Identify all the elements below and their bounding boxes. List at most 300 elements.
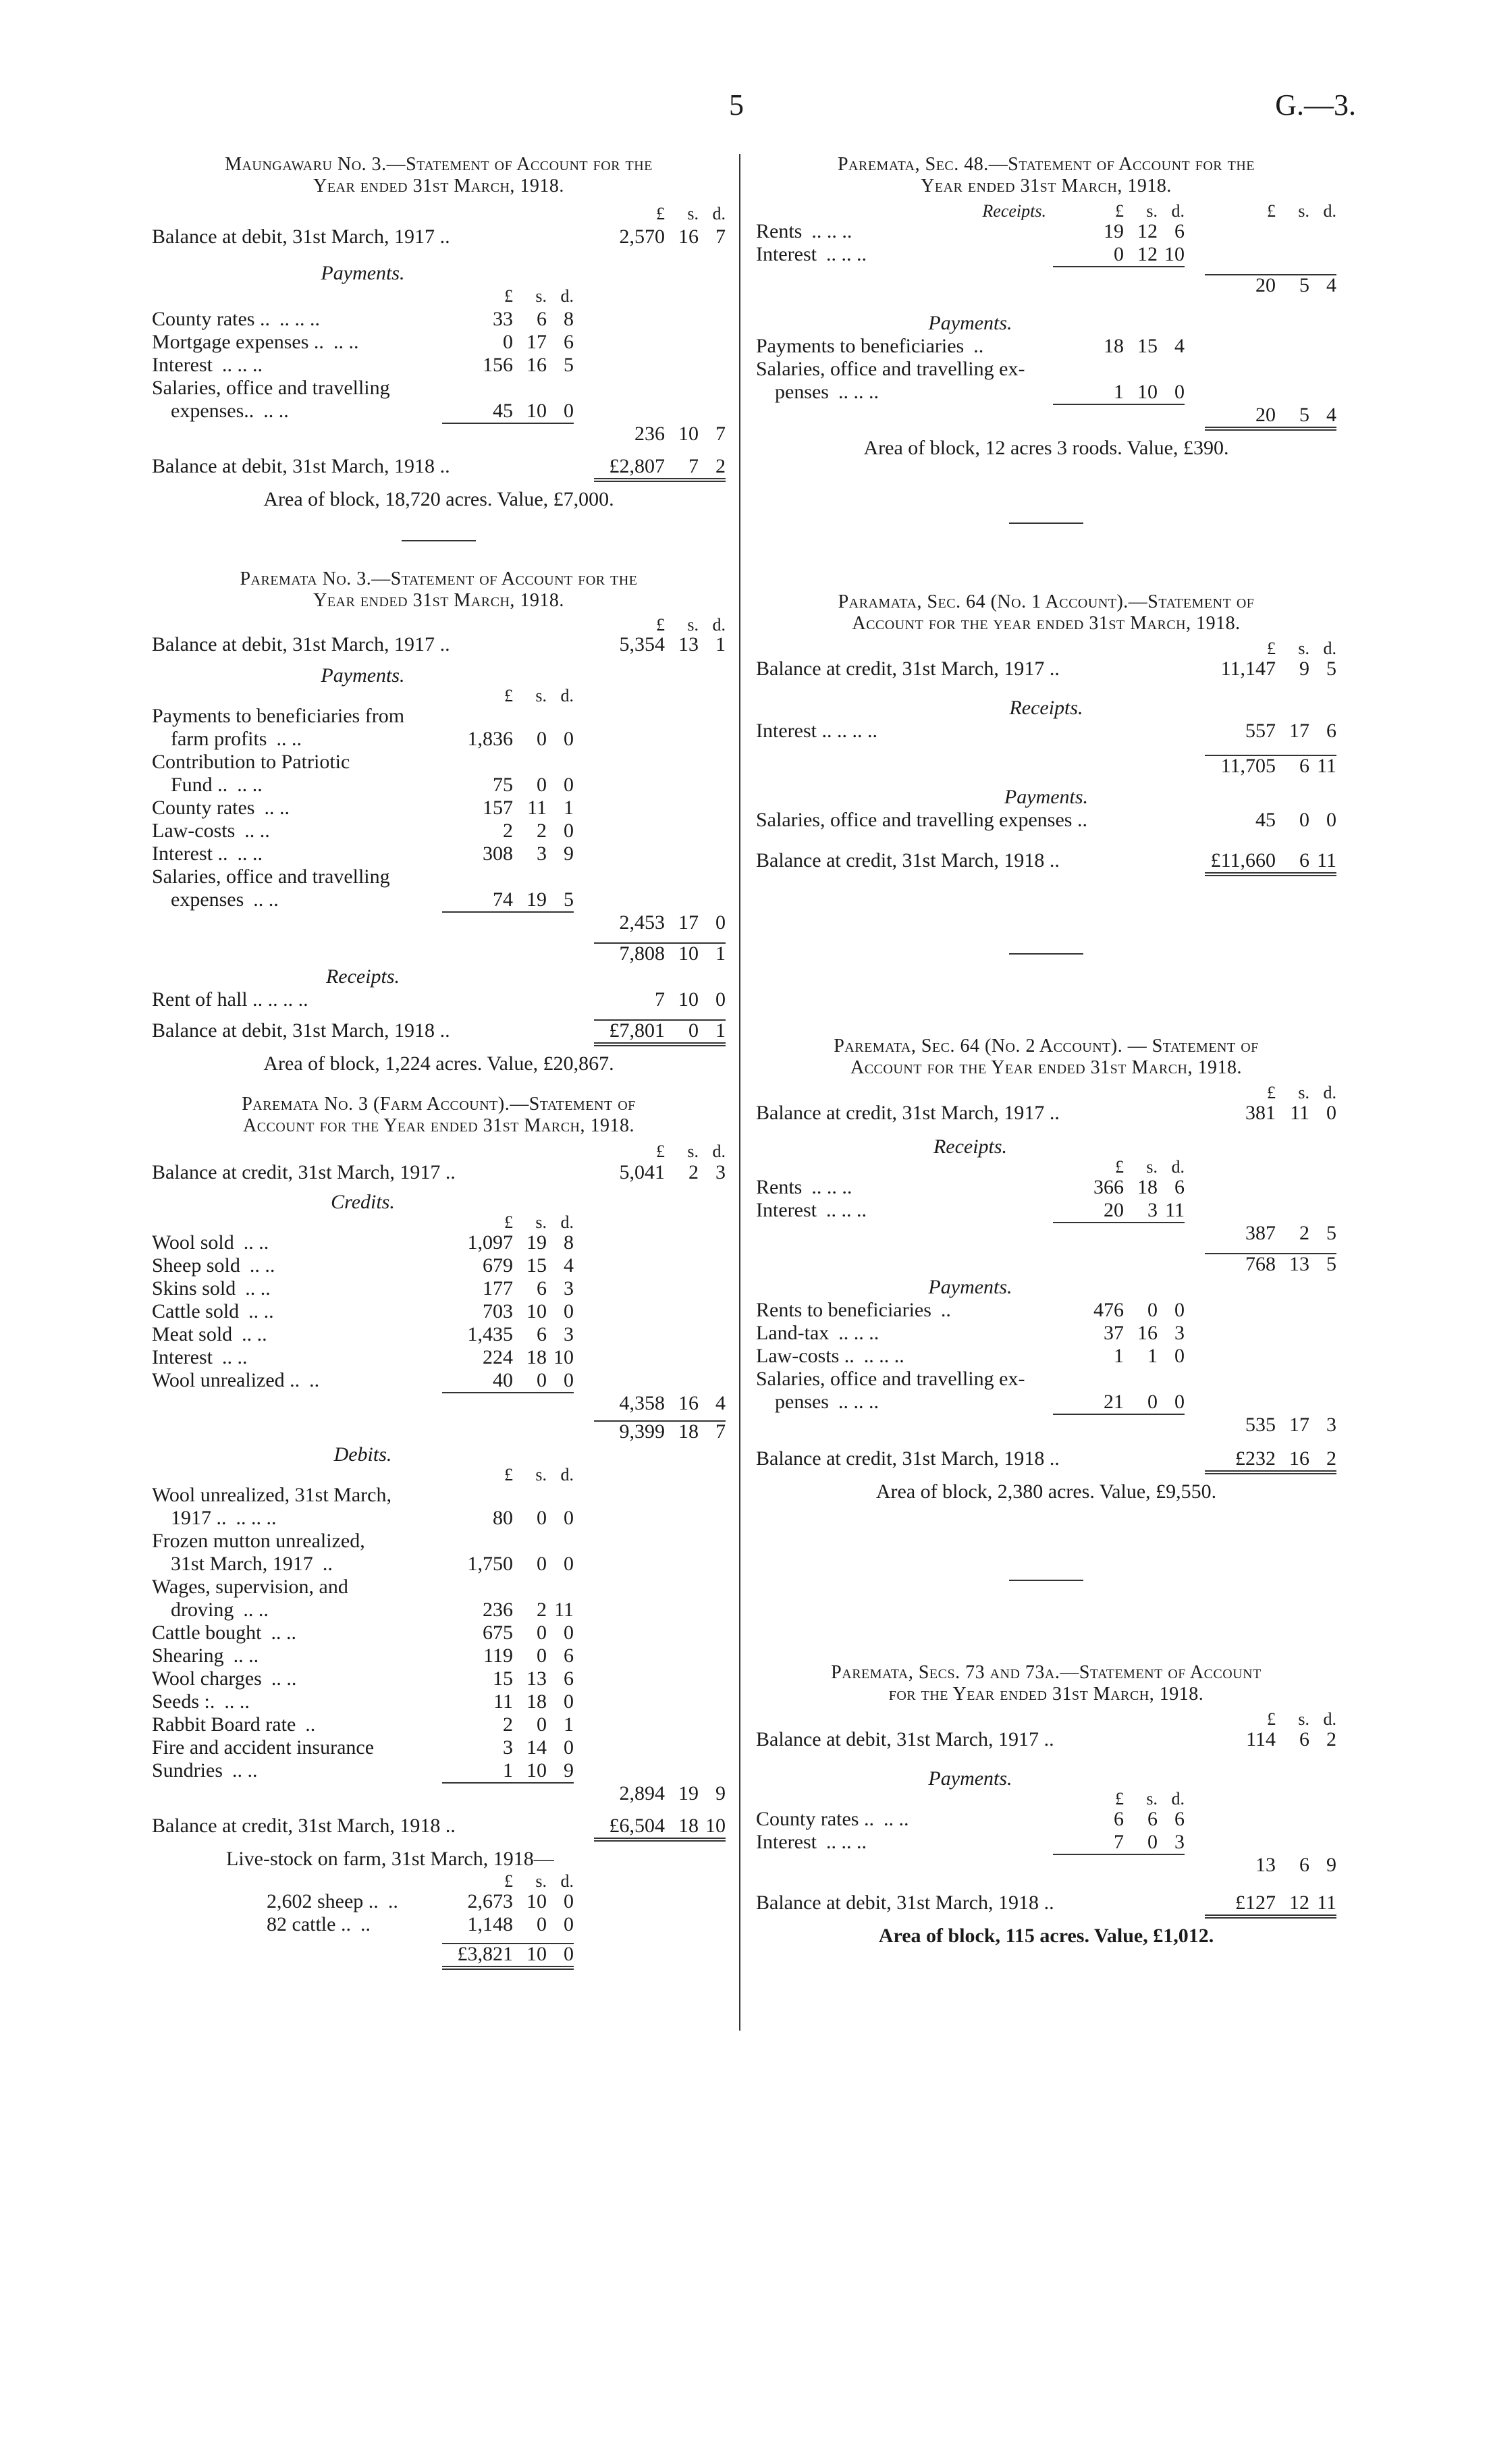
leader-dots: .. .. xyxy=(249,1254,275,1277)
shillings: 10 xyxy=(678,423,699,445)
shillings: 16 xyxy=(1289,1447,1309,1470)
pounds: 33 xyxy=(493,308,513,330)
section-title xyxy=(756,1662,1336,1705)
shillings: 10 xyxy=(526,1890,547,1912)
shillings: 10 xyxy=(526,1300,547,1322)
leader-dots: .. .. xyxy=(264,797,290,819)
row-label: Law-costs xyxy=(152,820,236,842)
title-line: Year ended 31st March, 1918. xyxy=(921,176,1172,196)
pence: 0 xyxy=(564,1943,574,1965)
shillings: 0 xyxy=(537,1507,547,1529)
paremata3-account xyxy=(152,568,726,1094)
pence: 0 xyxy=(564,1690,574,1713)
pence: 5 xyxy=(1326,1253,1336,1275)
receipts-total-row xyxy=(756,1222,1336,1245)
leader-dots xyxy=(390,865,400,888)
title-line: Paremata No. 3 (Farm Account).—Statement of xyxy=(242,1094,636,1115)
pounds: 366 xyxy=(1093,1176,1124,1198)
pounds: 3 xyxy=(503,1736,513,1759)
pound-header: £ xyxy=(656,1142,665,1161)
pence: 2 xyxy=(1326,1728,1336,1750)
shilling-header: s. xyxy=(1146,1157,1158,1177)
shillings: 6 xyxy=(537,1323,547,1345)
leader-dots: .. .. xyxy=(253,888,279,911)
row-label: Skins sold xyxy=(152,1277,236,1300)
ledger-row xyxy=(152,797,726,820)
pence: 0 xyxy=(1174,381,1185,403)
row-label: County rates xyxy=(152,797,255,819)
pence: 6 xyxy=(564,331,574,353)
shillings: 12 xyxy=(1137,220,1158,242)
row-label: Interest xyxy=(756,243,817,265)
shillings: 2 xyxy=(1299,1222,1309,1244)
pounds: £3,821 xyxy=(457,1943,513,1965)
pence-header: d. xyxy=(560,286,574,306)
pounds: 9,399 xyxy=(619,1420,665,1443)
shillings: 6 xyxy=(1299,1854,1309,1876)
pence: 3 xyxy=(1174,1831,1185,1853)
subtotal-row xyxy=(152,1420,726,1443)
shillings: 11 xyxy=(1290,1102,1309,1124)
pence: 0 xyxy=(564,1913,574,1935)
currency-header xyxy=(152,1214,726,1231)
payments-heading: Payments. xyxy=(1004,786,1089,808)
leader-dots: .. .. .. xyxy=(236,1507,277,1529)
currency-header xyxy=(756,640,1336,658)
ledger-row xyxy=(756,1391,1336,1414)
pence-header: d. xyxy=(1171,1157,1185,1177)
section-title xyxy=(756,1036,1336,1079)
currency-header xyxy=(756,1158,1336,1176)
ledger-row xyxy=(152,1530,726,1553)
pounds: 20 xyxy=(1255,274,1276,296)
ledger-row xyxy=(152,377,726,400)
pence: 0 xyxy=(564,774,574,796)
leader-dots: .. xyxy=(1049,1447,1060,1470)
row-label: Wages, supervision, and xyxy=(152,1576,348,1598)
pence-header: d. xyxy=(560,1212,574,1232)
leader-dots: .. xyxy=(1049,1102,1060,1124)
ledger-row xyxy=(756,1176,1336,1199)
leader-dots xyxy=(374,1736,383,1759)
shilling-header: s. xyxy=(1298,639,1309,658)
row-label: Rents xyxy=(756,1176,803,1198)
leader-dots: .. .. xyxy=(263,400,289,422)
payments-heading: Payments. xyxy=(928,1767,1012,1790)
leader-dots xyxy=(348,1576,358,1598)
pence: 5 xyxy=(564,354,574,376)
section-title xyxy=(152,154,726,197)
pounds: 703 xyxy=(483,1300,513,1322)
shillings: 6 xyxy=(1299,849,1309,872)
ledger-row xyxy=(756,381,1336,404)
leader-dots: .. .. .. xyxy=(811,220,852,242)
shillings: 7 xyxy=(688,455,699,477)
section-title xyxy=(756,154,1336,197)
livestock-total-row xyxy=(152,1943,726,1966)
subtotal-row xyxy=(756,755,1336,778)
row-label: expenses.. xyxy=(171,400,254,422)
shillings: 16 xyxy=(1137,1322,1158,1344)
payments-total-row xyxy=(756,404,1336,427)
row-label: Wool unrealized, 31st March, xyxy=(152,1484,391,1506)
pence: 10 xyxy=(1164,243,1185,265)
shillings: 19 xyxy=(526,888,547,911)
pounds: 535 xyxy=(1245,1414,1276,1436)
leader-dots: .. xyxy=(1077,809,1087,831)
pence: 0 xyxy=(1174,1345,1185,1367)
row-label: County rates .. xyxy=(152,308,270,330)
balance-close-row xyxy=(756,849,1336,872)
pence: 4 xyxy=(1174,335,1185,357)
ledger-row xyxy=(756,1831,1336,1854)
shillings: 17 xyxy=(1289,1414,1309,1436)
pence: 0 xyxy=(564,1622,574,1644)
shillings: 0 xyxy=(537,1644,547,1667)
shillings: 0 xyxy=(537,1553,547,1575)
row-label: Rent of hall xyxy=(152,988,248,1011)
pence: 11 xyxy=(1317,849,1336,872)
receipts-heading: Receipts. xyxy=(982,203,1046,220)
payments-heading: Payments. xyxy=(321,262,405,284)
pounds: 6 xyxy=(1114,1808,1124,1830)
pence: 11 xyxy=(554,1599,574,1621)
currency-header xyxy=(152,285,726,308)
ledger-row xyxy=(756,1368,1336,1391)
pounds: 2 xyxy=(503,820,513,842)
shillings: 6 xyxy=(1147,1808,1158,1830)
pounds: 40 xyxy=(493,1369,513,1391)
row-label: Interest xyxy=(756,1199,817,1221)
pounds: 177 xyxy=(483,1277,513,1300)
shilling-header: s. xyxy=(535,1871,547,1891)
shilling-header: s. xyxy=(535,1465,547,1484)
pounds: 157 xyxy=(483,797,513,819)
balance-close-row xyxy=(756,1892,1336,1914)
pounds: 381 xyxy=(1245,1102,1276,1124)
shillings: 12 xyxy=(1289,1892,1309,1914)
row-label: Balance at debit, 31st March, 1918 xyxy=(756,1892,1039,1914)
leader-dots: .. xyxy=(1049,658,1060,680)
pounds: £232 xyxy=(1235,1447,1276,1470)
row-label: 31st March, 1917 xyxy=(171,1553,313,1575)
pence: 0 xyxy=(564,1890,574,1912)
area-note: Area of block, 115 acres. Value, £1,012. xyxy=(878,1925,1214,1947)
pounds: 1,097 xyxy=(467,1231,513,1254)
shillings: 16 xyxy=(678,1392,699,1414)
leader-dots: .. .. xyxy=(243,1231,269,1254)
debits-list xyxy=(152,1484,726,1782)
leader-dots xyxy=(365,1530,375,1552)
shillings: 17 xyxy=(678,911,699,934)
ledger-row xyxy=(152,1300,726,1323)
pence: 6 xyxy=(1174,220,1185,242)
title-line: Paremata, Sec. 48.—Statement of Account for the xyxy=(837,154,1255,175)
ledger-row xyxy=(152,400,726,423)
shilling-header: s. xyxy=(535,686,547,705)
pounds: 1 xyxy=(503,1759,513,1782)
leader-dots: .. .. xyxy=(237,774,263,796)
ledger-row xyxy=(152,331,726,354)
pound-header: £ xyxy=(504,1212,513,1232)
row-label: Payments to beneficiaries xyxy=(756,335,965,357)
currency-header xyxy=(152,617,726,633)
leader-dots: .. .. .. xyxy=(811,1176,852,1198)
pence: 6 xyxy=(1174,1176,1185,1198)
leader-dots: .. .. xyxy=(237,842,263,865)
row-label: Frozen mutton unrealized, xyxy=(152,1530,365,1552)
shillings: 13 xyxy=(526,1667,547,1690)
pence-header: d. xyxy=(1323,201,1336,221)
shillings: 16 xyxy=(678,225,699,248)
shillings: 0 xyxy=(537,1622,547,1644)
row-label: Salaries, office and travelling xyxy=(152,377,390,399)
pounds: 119 xyxy=(483,1644,513,1667)
ledger-row xyxy=(152,774,726,797)
pounds: 4,358 xyxy=(619,1392,665,1414)
ledger-row xyxy=(152,751,726,774)
pounds: 7,808 xyxy=(619,942,665,965)
section-separator xyxy=(1009,953,1083,955)
row-label: Fund .. xyxy=(171,774,228,796)
ledger-row xyxy=(152,820,726,842)
shillings: 18 xyxy=(678,1815,699,1837)
shillings: 0 xyxy=(537,1913,547,1935)
credits-heading: Credits. xyxy=(331,1191,395,1213)
ledger-row xyxy=(152,842,726,865)
shillings: 6 xyxy=(537,308,547,330)
right-column xyxy=(756,154,1336,1950)
pence-header: d. xyxy=(1171,1789,1185,1809)
pence: 10 xyxy=(705,1815,726,1837)
receipts-total-row xyxy=(756,274,1336,297)
ledger-row xyxy=(152,1736,726,1759)
shillings: 0 xyxy=(537,1713,547,1736)
pound-header: £ xyxy=(656,204,665,223)
receipts-heading: Receipts. xyxy=(1009,697,1083,719)
row-label: County rates .. xyxy=(756,1808,874,1830)
shillings: 11 xyxy=(527,797,547,819)
pounds: 13 xyxy=(1255,1854,1276,1876)
shillings: 10 xyxy=(678,942,699,965)
row-label: 2,602 sheep .. xyxy=(267,1890,379,1912)
balance-close-row xyxy=(152,1815,726,1838)
balance-close-row xyxy=(756,1447,1336,1470)
leader-dots: .. xyxy=(1049,849,1060,872)
row-label: Rents to beneficiaries xyxy=(756,1299,931,1321)
left-column xyxy=(152,154,726,1966)
pounds: 74 xyxy=(493,888,513,911)
pounds: 0 xyxy=(1114,243,1124,265)
shillings: 10 xyxy=(526,1759,547,1782)
pence: 7 xyxy=(715,225,726,248)
receipt-row xyxy=(152,988,726,1011)
pence: 2 xyxy=(715,455,726,477)
pound-header: £ xyxy=(1115,1789,1124,1809)
pounds: 236 xyxy=(483,1599,513,1621)
pounds: 19 xyxy=(1104,220,1124,242)
ledger-row xyxy=(152,1484,726,1507)
pence-header: d. xyxy=(712,1142,726,1161)
row-label: Balance at debit, 31st March, 1917 xyxy=(756,1728,1039,1750)
pounds: 20 xyxy=(1255,404,1276,426)
row-label: Meat sold xyxy=(152,1323,233,1345)
pounds: £6,504 xyxy=(609,1815,665,1837)
pounds: 387 xyxy=(1245,1222,1276,1244)
pence-header: d. xyxy=(1323,1083,1336,1102)
ledger-row xyxy=(152,1277,726,1300)
ledger-row xyxy=(152,1599,726,1622)
ledger-row xyxy=(756,1345,1336,1368)
shillings: 0 xyxy=(537,728,547,750)
pence-header: d. xyxy=(712,615,726,635)
leader-dots: .. xyxy=(387,1890,398,1912)
leader-dots: .. xyxy=(360,1913,371,1935)
pence: 4 xyxy=(564,1254,574,1277)
shillings: 0 xyxy=(1147,1299,1158,1321)
ledger-row xyxy=(756,358,1336,381)
shilling-header: s. xyxy=(1146,1789,1158,1809)
row-label: Seeds :. xyxy=(152,1690,215,1713)
ledger-row xyxy=(152,1667,726,1690)
pounds: 15 xyxy=(493,1667,513,1690)
row-label: Land-tax xyxy=(756,1322,830,1344)
pence: 0 xyxy=(564,1553,574,1575)
ledger-row xyxy=(152,354,726,377)
shillings: 3 xyxy=(1147,1199,1158,1221)
leader-dots: .. .. xyxy=(248,1300,274,1322)
row-label: Interest xyxy=(756,1831,817,1853)
pence: 0 xyxy=(1326,809,1336,831)
ledger-row xyxy=(152,1913,726,1936)
pounds: 45 xyxy=(1255,809,1276,831)
shillings: 17 xyxy=(526,331,547,353)
row-label: Balance at debit, 31st March, 1917 xyxy=(152,225,435,248)
leader-dots xyxy=(1025,1368,1034,1390)
receipts-list xyxy=(756,1176,1336,1222)
shillings: 6 xyxy=(1299,1728,1309,1750)
debits-heading: Debits. xyxy=(333,1443,392,1466)
pence: 0 xyxy=(1326,1102,1336,1124)
section-separator xyxy=(402,540,476,541)
shillings: 3 xyxy=(537,842,547,865)
leader-dots: .. .. xyxy=(244,820,270,842)
pence: 9 xyxy=(564,842,574,865)
pounds: 80 xyxy=(493,1507,513,1529)
pounds: 2,894 xyxy=(619,1782,665,1804)
pence: 0 xyxy=(564,1369,574,1391)
row-label: Rents xyxy=(756,220,803,242)
ledger-row xyxy=(152,1369,726,1392)
title-line: Year ended 31st March, 1918. xyxy=(313,176,564,196)
pounds: 114 xyxy=(1246,1728,1276,1750)
page-number: 5 xyxy=(729,88,744,122)
pence: 0 xyxy=(564,1507,574,1529)
pounds: 1 xyxy=(1114,1345,1124,1367)
pence: 11 xyxy=(1317,1892,1336,1914)
pence: 4 xyxy=(1326,404,1336,426)
pence: 0 xyxy=(564,1736,574,1759)
currency-header xyxy=(756,1711,1336,1728)
pounds: 21 xyxy=(1104,1391,1124,1413)
pounds: 1,750 xyxy=(467,1553,513,1575)
pounds: 476 xyxy=(1093,1299,1124,1321)
shillings: 18 xyxy=(526,1690,547,1713)
page-code: G.—3. xyxy=(1275,88,1356,122)
subtotal-row xyxy=(756,1253,1336,1276)
pound-header: £ xyxy=(656,615,665,635)
pence-header: d. xyxy=(560,1871,574,1891)
balance-open-row xyxy=(756,658,1336,680)
row-label: Interest xyxy=(756,720,817,742)
pound-header: £ xyxy=(1267,639,1276,658)
row-label: Sheep sold xyxy=(152,1254,240,1277)
pence: 0 xyxy=(1174,1391,1185,1413)
shilling-header: s. xyxy=(687,615,699,635)
ledger-row xyxy=(152,1346,726,1369)
leader-dots: .. .. xyxy=(232,1759,258,1782)
ledger-row xyxy=(756,220,1336,243)
shillings: 0 xyxy=(688,1019,699,1042)
shillings: 17 xyxy=(1289,720,1309,742)
shillings: 16 xyxy=(526,354,547,376)
section-separator xyxy=(1009,523,1083,524)
leader-dots xyxy=(391,1484,401,1506)
livestock-list xyxy=(152,1890,726,1936)
area-note: Area of block, 12 acres 3 roods. Value, £390. xyxy=(863,437,1229,459)
row-label: Balance at credit, 31st March, 1917 xyxy=(152,1161,441,1183)
pounds: 557 xyxy=(1245,720,1276,742)
shillings: 13 xyxy=(1289,1253,1309,1275)
shilling-header: s. xyxy=(535,286,547,306)
pence: 0 xyxy=(1174,1299,1185,1321)
row-label: Sundries xyxy=(152,1759,223,1782)
ledger-row xyxy=(152,705,726,728)
shilling-header: s. xyxy=(1298,1083,1309,1102)
row-label: Fire and accident insurance xyxy=(152,1736,375,1759)
balance-close-row xyxy=(152,1019,726,1042)
shillings: 13 xyxy=(678,633,699,655)
sec48-account xyxy=(756,154,1336,524)
pounds: 675 xyxy=(483,1622,513,1644)
currency-header xyxy=(152,203,726,225)
pounds: 2 xyxy=(503,1713,513,1736)
pence: 0 xyxy=(564,820,574,842)
pence: 1 xyxy=(564,797,574,819)
leader-dots xyxy=(350,751,359,773)
row-label: Salaries, office and travelling ex- xyxy=(756,1368,1025,1390)
pound-header: £ xyxy=(504,1871,513,1891)
pence: 5 xyxy=(564,888,574,911)
credits-list xyxy=(152,1231,726,1392)
leader-dots: .. .. .. xyxy=(825,1831,867,1853)
payments-list xyxy=(152,308,726,423)
row-label: Shearing xyxy=(152,1644,224,1667)
sec64-1-account xyxy=(756,591,1336,955)
row-label: Contribution to Patriotic xyxy=(152,751,350,773)
shillings: 14 xyxy=(526,1736,547,1759)
currency-header xyxy=(152,1873,726,1890)
row-label: Balance at credit, 31st March, 1918 xyxy=(756,1447,1045,1470)
shillings: 6 xyxy=(537,1277,547,1300)
ledger-row xyxy=(152,1622,726,1644)
pounds: 308 xyxy=(483,842,513,865)
payments-total-row xyxy=(756,1414,1336,1437)
title-line: Paramata, Sec. 64 (No. 1 Account).—Statement of xyxy=(838,591,1255,612)
ledger-row xyxy=(152,728,726,751)
payments-heading: Payments. xyxy=(321,664,405,687)
row-label: Salaries, office and travelling xyxy=(152,865,390,888)
